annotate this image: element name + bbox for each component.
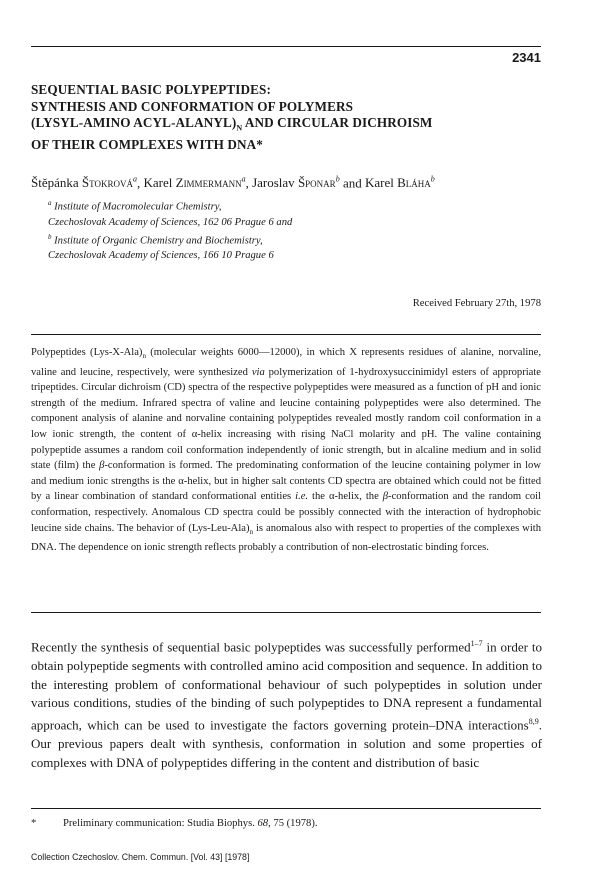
author-last-name: Šponar [297,175,336,191]
author-separator: , [245,175,253,191]
affiliation-line [48,230,292,249]
author-and: and [339,175,365,191]
abstract-top-rule [31,334,541,335]
affiliation-text: Institute of Organic Chemistry and Biochemistry, [51,235,263,247]
author-last-name: Zimmermann [175,175,242,191]
author-first-name: Karel [364,175,394,191]
author-last-name: Bláha [397,175,431,191]
footnote-mark: * [31,818,37,829]
affiliation-text: Institute of Macromolecular Chemistry, [51,201,222,213]
author-affiliation-mark: a [132,175,137,184]
reference-mark: 8,9 [528,717,539,727]
affiliation-line: Czechoslovak Academy of Sciences, 166 10 Prague 6 [48,250,274,262]
body-paragraph: Recently the synthesis of sequential basic polypeptides was successfully performed$^{1-7}$ in order to obtain polypeptide segments with controlled amino acid composition and sequence. In addition to the interesting problem of conformational behaviour of such polypeptides in solution under various conditions, studies of the binding of such polypeptides to DNA represent a fundamental approach, which can be used to investigate the factors governing protein–DNA interactions$^{8,9}$. Our previous papers dealt with synthesis, conformation in solution and some properties of complexes with DNA of polypeptides differing in the content and distribution of basic [31,639,542,770]
title-line-1: SEQUENTIAL BASIC POLYPEPTIDES: [31,82,271,97]
footnote: * Preliminary communication: Studia Biophys. 68, 75 (1978). [31,818,318,829]
abstract-bottom-rule [31,612,541,613]
author-first-name: Štěpánka [31,175,79,191]
affiliation-line [48,196,292,215]
title-line-4: OF THEIR COMPLEXES WITH DNA* [31,137,263,153]
reference-mark: 1–7 [470,639,483,648]
author-first-name: Karel [143,175,173,191]
title-subscript: N [236,123,243,133]
affiliation-line: Czechoslovak Academy of Sciences, 162 06 Prague 6 and [48,216,293,228]
article-title [31,82,571,154]
affiliation-mark: a [48,199,52,207]
author-last-name: Štokrová [81,175,133,191]
title-line-2: SYNTHESIS AND CONFORMATION OF POLYMERS [31,98,354,114]
author-affiliation-mark: b [335,175,340,184]
author-separator: , [136,175,144,191]
author [143,175,245,190]
author [252,175,340,190]
author-first-name: Jaroslav [252,175,295,191]
author-list [31,175,435,191]
received-date: Received February 27th, 1978 [412,298,541,309]
title-line-3-rest: AND CIRCULAR DICHROISM [242,115,433,131]
footnote-rule [31,808,541,809]
journal-footer: Collection Czechoslov. Chem. Commun. [Vol. 43] [1978] [31,852,250,862]
author [365,175,435,190]
abstract: Polypeptides $(Lys-X-Ala)_n$ (molecular weights 6000—12000), in which X represents residues of alanine, norvaline, valine and leucine, respectively, were synthesized via polymerization of 1-hydroxysuccinimidyl esters of appropriate tripeptides. Circular dichroism (CD) spectra of the respective polypeptides were measured as a function of pH and ionic strength of the medium. Infrared spectra of valine and leucine containing polypeptides were also determined. The component analysis of alanine and norvaline containing polypeptides revealed mostly random coil conformation in a low ionic strength, the content of α-helix increasing with rising NaCl molarity and pH. The valine containing polypeptide assumes a random coil conformation independently of ionic strength, but in alcaline medium and in solid state (film) the β-conformation is formed. The predominating conformation of the leucine containing polymer in low and medium ionic strengths is the α-helix, but in higher salt contents CD spectra are obtained which could not be fitted by a linear combination of standard conformational entities i.e. the α-helix, the β-conformation and the random coil conformation, respectively. Anomalous CD spectra could be possibly connected with the interaction of hydrophobic leucine side chains. The behavior of $(Lys-Leu-Ala)_n$ is anomalous also with respect to properties of the complexes with DNA. The dependence on ionic strength reflects probably a contribution of non-electrostatic binding forces. [31,347,542,554]
author [31,175,137,190]
page-number: 2341 [512,50,541,65]
author-affiliation-mark: b [430,175,435,184]
title-line-3 [31,115,571,137]
title-line-3-text: (LYSYL-AMINO ACYL-ALANYL) [31,115,237,131]
affiliations [48,196,292,263]
affiliation-mark: b [48,232,52,241]
header-rule [31,46,541,47]
author-affiliation-mark: a [241,175,246,184]
